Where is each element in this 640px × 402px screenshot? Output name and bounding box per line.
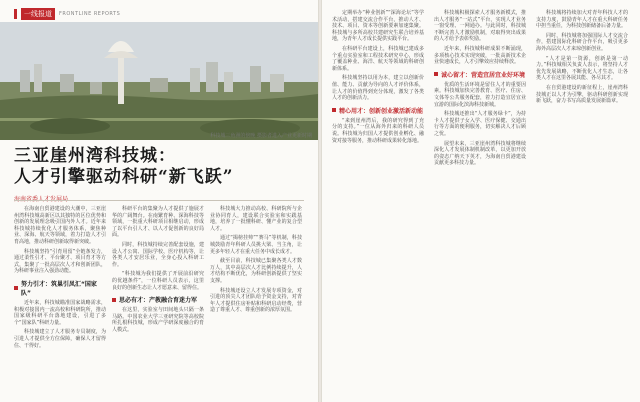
left-column-3 <box>210 206 302 317</box>
cityscape-illustration <box>0 22 318 140</box>
paragraph: 科技城建立了人才服务专员制度，为引进人才提供全方位保障，确保人才留得住、干得好。 <box>14 329 106 349</box>
subheading: 努力引才：筑巢引凤汇“国家队” <box>14 279 106 297</box>
bullet-icon <box>112 298 116 302</box>
paragraph: 在这里，实验室与田间地头只隔一条马路。中国农业大学三亚研究院等高校院所扎根科技城，形成产学研深度融合的育人模式。 <box>112 307 204 333</box>
paragraph: 科技城还推出“人才服务绿卡”，为持卡人才提供子女入学、医疗保健、交通出行等方面的便利服务，切实解决人才后顾之忧。 <box>434 111 526 137</box>
paragraph: 截至目前，科技城已集聚各类人才数万人，其中高层次人才比例持续提升，人才结构不断优化，为科研创新提供了坚实支撑。 <box>210 258 302 284</box>
divider <box>14 200 304 201</box>
left-column-2 <box>112 206 204 337</box>
paragraph: 通过“揭榜挂帅”“赛马”等机制，科技城鼓励青年科研人员挑大梁、当主角，让更多年轻人才在重大任务中成长成才。 <box>210 235 302 255</box>
right-page <box>322 0 640 402</box>
paragraph: 近年来，科技城科研成果不断涌现，多项核心技术实现突破，一批高新技术企业快速成长，人才引擎效应持续释放。 <box>434 45 526 66</box>
paragraph: 科技城积极探索人才服务新模式，推出人才服务“一站式”平台，实现人才业务一窗受理、一网通办。与此同时，科技城不断完善人才激励机制，对取得突出成果的人才给予表彰奖励。 <box>434 10 526 43</box>
paragraph: “科技城为我们提供了开展前沿研究的优越条件”，一位科研人员表示，这里良好的创新生态让人才愿意来、留得住。 <box>112 271 204 291</box>
paragraph: 科技城坚持以用为本，建立以创新价值、能力、贡献为导向的人才评价体系，让人才的价值得到充分体现，激发了各类人才的创新活力。 <box>332 75 424 102</box>
paragraph: 在海南自贸港建设的大潮中，三亚崖州湾科技城高新区以其独特的区位优势和创新的发展理念吸引国内外人才。近年来科技城持续优化人才服务体系，聚焦种业、深海、航天等领域，着力打造人才引育高地，推动科研创新取得新突破。 <box>14 206 106 245</box>
tag-bar <box>14 9 17 19</box>
paragraph: 优质的生活环境是留住人才的重要因素。科技城加快完善教育、医疗、住房、文体等公共服务配套，着力打造宜居宜业宜游的国际化滨海科技新城。 <box>434 81 526 108</box>
bullet-icon <box>332 108 336 112</box>
paragraph: 定期举办“种业创新”“深海论坛”等学术活动，搭建交流合作平台，推动人才、技术、项目、资本等创新要素加速集聚。科技城与多所高校共建研究生联合培养基地，为青年人才成长提供实践平台。 <box>332 10 424 43</box>
section-tag-en: FRONTLINE REPORTS <box>59 11 121 17</box>
paragraph: 同时，科技城持续完善配套设施，建设人才公寓、国际学校、医疗机构等，让各类人才安居乐业，全身心投入科研工作。 <box>112 241 204 268</box>
paragraph: 近年来，科技城瞄准国家战略需求，积极对接国内一流高校和科研院所，推动国家级科研平台落地建设，引进了多个“国家队”科研力量。 <box>14 299 106 326</box>
right-column-3 <box>536 10 628 108</box>
section-tag <box>14 8 120 20</box>
paragraph: 科研平台的集聚为人才提供了施展才华的广阔舞台。在南繁育种、深海科技等领域，一批重大科研项目相继启动，形成了以平台引人才、以人才促创新的良好局面。 <box>112 206 204 239</box>
subheading: 思必有才：产教融合育迷力军 <box>112 295 204 304</box>
hero-photo <box>0 22 318 140</box>
bullet-icon <box>14 286 18 290</box>
byline <box>14 194 284 203</box>
headline-line-1: 三亚崖州湾科技城： <box>14 146 176 166</box>
bullet-icon <box>434 72 438 76</box>
subheading: 精心用才：创新创业激活新动能 <box>332 106 424 115</box>
right-column-2 <box>434 10 526 170</box>
article-header <box>14 146 284 203</box>
subheading: 诚心留才：营造宜居宜业好环境 <box>434 70 526 79</box>
paragraph: 在自贸港建设的新征程上，崖州湾科技城正以人才为引擎，驱动科研创新实现新飞跃，奋力书写高质量发展新篇章。 <box>536 84 628 105</box>
paragraph: 展望未来，三亚崖州湾科技城将继续深化人才发展体制机制改革，以更加开放的姿态广纳天下英才，为海南自贸港建设贡献更多科技力量。 <box>434 140 526 167</box>
paragraph: 在科研平台建设上，科技城已建成多个重点实验室和工程技术研究中心，形成了覆盖种业、海洋、航天等领域的科研创新体系。 <box>332 45 424 72</box>
right-column-1 <box>332 10 424 147</box>
paragraph: 科技城将持续加大对青年科技人才的支持力度，鼓励青年人才在重大科研任务中担当重任，为科技创新储备后备力量。 <box>536 10 628 30</box>
headline-line-2: 人才引擎驱动科研“新飞跃” <box>14 167 234 187</box>
section-tag-cn: 一线报道 <box>21 8 55 20</box>
paragraph: 科技城大力推动高校、科研院所与企业协同育人，建设联合实验室和实践基地，培养了一批懂科研、懂产业的复合型人才。 <box>210 206 302 232</box>
left-page <box>0 0 318 402</box>
photo-caption: 科技城三角洲的傍晚 摄影者进入产业更新时期 <box>210 133 312 139</box>
left-column-1 <box>14 206 106 352</box>
paragraph: 科技城坚持“引育用留”全链条发力，通过柔性引才、平台聚才、项目育才等方式，集聚了一批高层次人才和创新团队，为科研事业注入强劲动能。 <box>14 248 106 275</box>
paragraph: “人才是第一资源，创新是第一动力。”科技城相关负责人表示，将坚持人才优先发展战略，不断优化人才生态，让各类人才在这里各展其能、各尽其才。 <box>536 55 628 82</box>
paragraph: “来到崖州湾后，我的研究得到了充分的支持。”一位从海外归来的科研人员说。科技城为归国人才提供创业孵化、融资对接等服务，推动科研成果转化落地。 <box>332 117 424 144</box>
paragraph: 同时，科技城将加强国际人才交流合作，搭建国际化科研合作平台，吸引更多海外高层次人才来琼创新创业。 <box>536 32 628 52</box>
paragraph: 科技城还设立人才发展专项资金，对引进的顶尖人才团队给予资金支持，对青年人才提供住房补贴和科研启动经费，营造了尊重人才、尊重创新的浓厚氛围。 <box>210 287 302 314</box>
